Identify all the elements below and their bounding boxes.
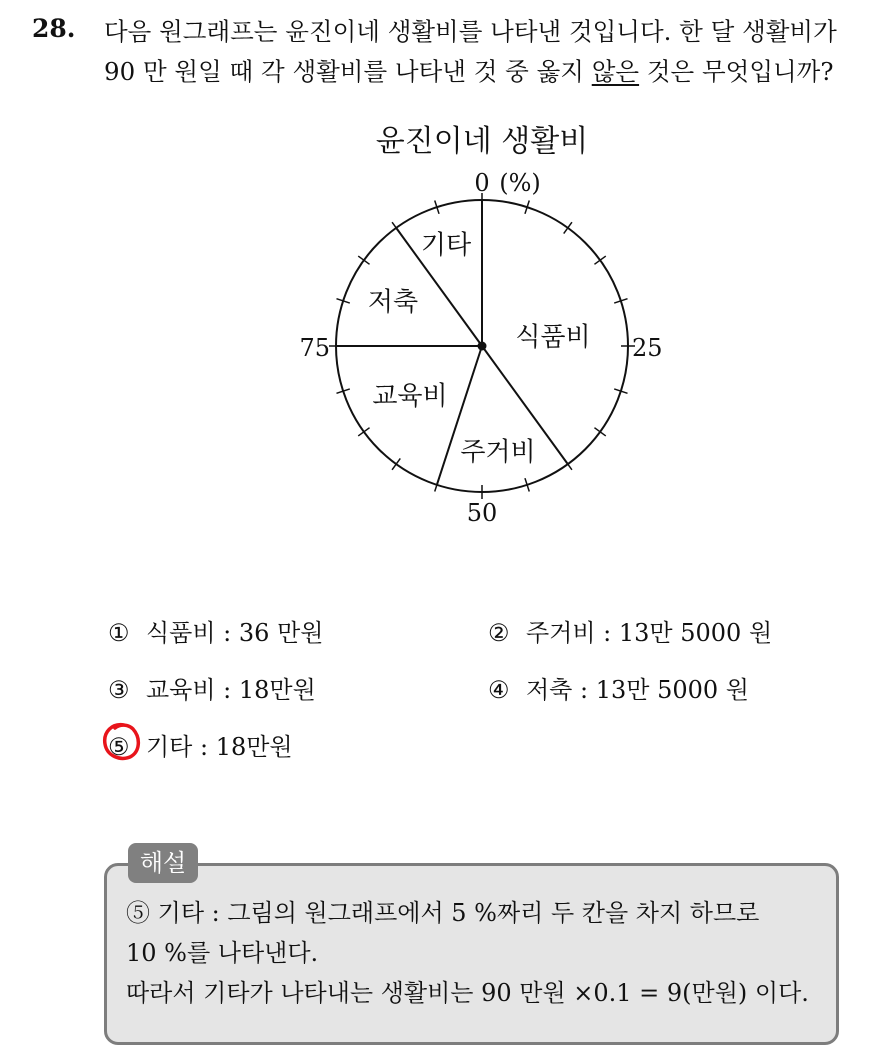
- option-1-text: 식품비 : 36 만원: [146, 619, 324, 647]
- chart-title: 윤진이네 생활비: [375, 124, 589, 159]
- scale-label-75: 75: [299, 334, 330, 362]
- option-3-text: 교육비 : 18만원: [146, 676, 316, 704]
- option-3[interactable]: [108, 670, 316, 705]
- answer-circle-mark: [100, 720, 144, 764]
- question-line-2-start: 90 만 원일 때 각 생활비를 나타낸 것 중 옳지: [104, 57, 592, 86]
- slice-label-5: 기타: [420, 230, 472, 261]
- option-5-marker: ⑤: [108, 733, 130, 761]
- tick-mark: [594, 428, 605, 436]
- scale-unit-label: (%): [499, 169, 541, 197]
- option-4-marker: ④: [488, 676, 510, 704]
- slice-label-3: 교육비: [372, 381, 448, 412]
- slice-label-4: 저축: [367, 287, 419, 318]
- solution-tag: 해설: [128, 843, 198, 883]
- tick-mark: [564, 222, 572, 233]
- scale-label-50: 50: [466, 499, 498, 527]
- tick-mark: [358, 256, 369, 264]
- slice-label-2: 주거비: [460, 437, 536, 468]
- option-3-marker: ③: [108, 676, 130, 704]
- option-1[interactable]: [108, 613, 323, 648]
- option-2[interactable]: [488, 613, 772, 648]
- solution-line-3: 따라서 기타가 나타내는 생활비는 90 만원 ×0.1 = 9(만원) 이다.: [126, 979, 809, 1007]
- question-number: 28.: [32, 14, 76, 43]
- solution-line-1: ⑤ 기타 : 그림의 원그래프에서 5 %짜리 두 칸을 차지 하므로: [126, 899, 760, 927]
- slice-label-1: 식품비: [515, 322, 591, 353]
- solution-line-2: 10 %를 나타낸다.: [126, 939, 319, 967]
- scale-label-25: 25: [632, 334, 663, 362]
- option-1-marker: ①: [108, 619, 130, 647]
- underlined-word: 않은: [591, 57, 640, 86]
- option-5-text: 기타 : 18만원: [146, 733, 293, 761]
- tick-mark: [594, 256, 605, 264]
- option-2-text: 주거비 : 13만 5000 원: [526, 619, 773, 647]
- tick-mark: [392, 458, 400, 469]
- option-2-marker: ②: [488, 619, 510, 647]
- solution-text: [126, 893, 809, 1013]
- tick-mark: [358, 428, 369, 436]
- question-line-1: 다음 원그래프는 윤진이네 생활비를 나타낸 것입니다. 한 달 생활비가: [104, 17, 837, 46]
- center-dot: [478, 342, 487, 351]
- scale-label-0: 0: [474, 169, 490, 197]
- option-4-text: 저축 : 13만 5000 원: [526, 676, 749, 704]
- option-4[interactable]: [488, 670, 749, 705]
- question-line-2-end: 것은 무엇입니까?: [639, 57, 834, 86]
